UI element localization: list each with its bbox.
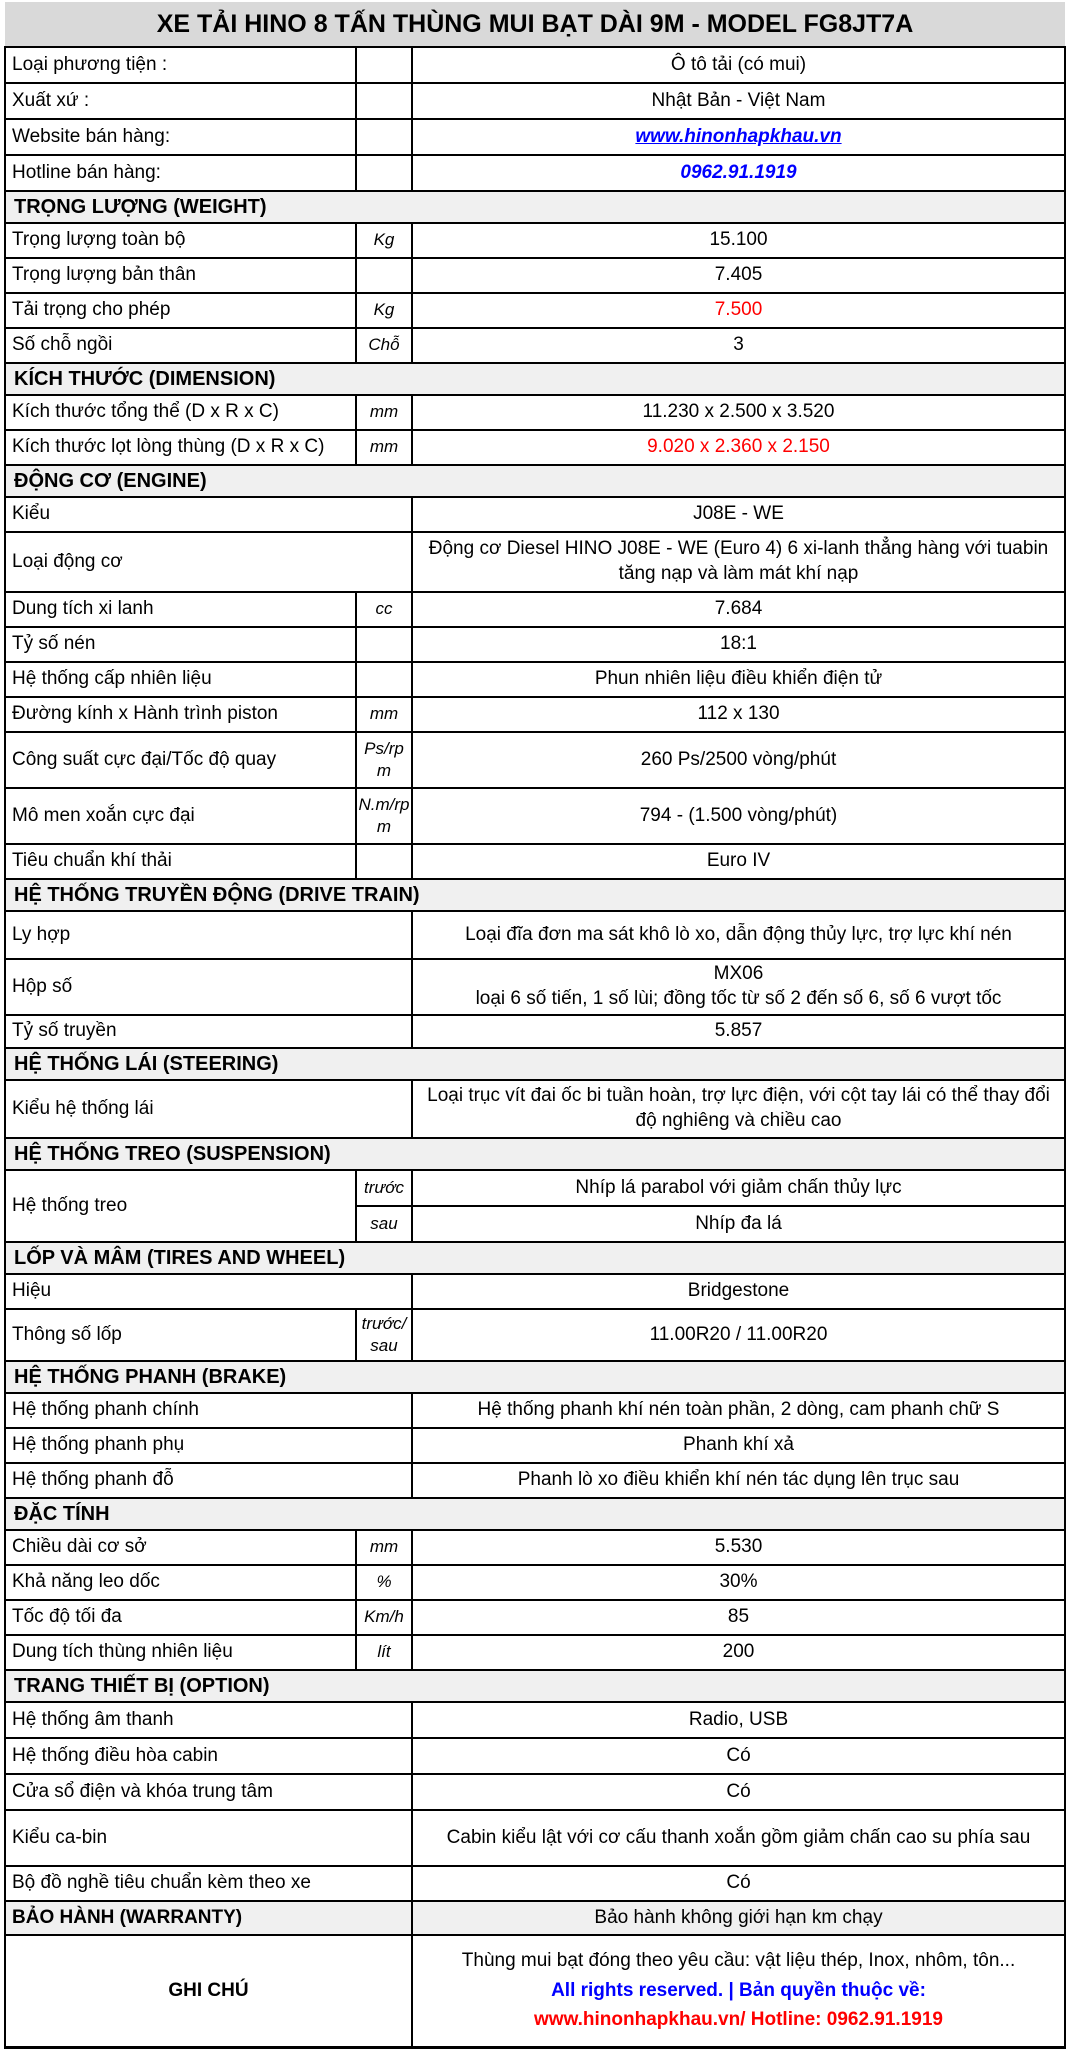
spec-row — [5, 959, 1065, 1015]
row-label: Số chỗ ngồi — [5, 328, 356, 363]
value-cell: 5.530 — [412, 1530, 1065, 1565]
spec-row — [5, 328, 1065, 363]
section-header-row — [5, 465, 1065, 497]
value-cell: 260 Ps/2500 vòng/phút — [412, 732, 1065, 788]
section-header-row — [5, 1048, 1065, 1080]
section-header-row — [5, 1670, 1065, 1702]
spec-row — [5, 1170, 1065, 1206]
section-header-row — [5, 1242, 1065, 1274]
spec-row — [5, 1309, 1065, 1361]
section-header-row — [5, 363, 1065, 395]
spec-row — [5, 662, 1065, 697]
section-header-row — [5, 1498, 1065, 1530]
value-cell: 7.684 — [412, 592, 1065, 627]
value-cell: Nhật Bản - Việt Nam — [412, 83, 1065, 119]
section-header-row — [5, 1138, 1065, 1170]
row-label: Dung tích xi lanh — [5, 592, 356, 627]
spec-row — [5, 1530, 1065, 1565]
spec-row — [5, 1774, 1065, 1810]
row-label: Tỷ số truyền — [5, 1015, 412, 1048]
spec-row — [5, 1866, 1065, 1901]
row-label: Hiệu — [5, 1274, 412, 1309]
row-label: Dung tích thùng nhiên liệu — [5, 1635, 356, 1670]
row-label: Trọng lượng bản thân — [5, 258, 356, 293]
value-cell: Cabin kiểu lật với cơ cấu thanh xoắn gồm giảm chấn cao su phía sau — [412, 1810, 1065, 1866]
row-label: Đường kính x Hành trình piston — [5, 697, 356, 732]
row-label: Hệ thống âm thanh — [5, 1702, 412, 1738]
spec-row — [5, 293, 1065, 328]
row-label: Tốc độ tối đa — [5, 1600, 356, 1635]
section-header-row — [5, 879, 1065, 911]
value-cell: J08E - WE — [412, 497, 1065, 532]
row-label: Website bán hàng: — [5, 119, 356, 155]
value-line: loại 6 số tiến, 1 số lùi; đồng tốc từ số 2 đến số 6, số 6 vượt tốc — [475, 988, 1002, 1009]
spec-row — [5, 697, 1065, 732]
row-label: Tải trọng cho phép — [5, 293, 356, 328]
row-label: Hệ thống cấp nhiên liệu — [5, 662, 356, 697]
section-title: HỆ THỐNG TREO (SUSPENSION) — [5, 1138, 1065, 1170]
value-cell: 11.230 x 2.500 x 3.520 — [412, 395, 1065, 430]
spec-row — [5, 1901, 1065, 1935]
value-line: MX06 — [713, 963, 764, 985]
section-title: TRANG THIẾT BỊ (OPTION) — [5, 1670, 1065, 1702]
unit-cell: Ps/rpm — [356, 732, 412, 788]
row-label: Hệ thống phanh đỗ — [5, 1463, 412, 1498]
row-label: Mô men xoắn cực đại — [5, 788, 356, 844]
value-line: Thùng mui bạt đóng theo yêu cầu: vật liệu thép, Inox, nhôm, tôn... — [461, 1950, 1016, 1971]
row-label: Cửa sổ điện và khóa trung tâm — [5, 1774, 412, 1810]
unit-cell — [356, 627, 412, 662]
page-title: XE TẢI HINO 8 TẤN THÙNG MUI BẠT DÀI 9M - MODEL FG8JT7A — [5, 2, 1065, 47]
section-title: HỆ THỐNG PHANH (BRAKE) — [5, 1361, 1065, 1393]
value-cell — [412, 1935, 1065, 2048]
section-header-row — [5, 191, 1065, 223]
unit-cell — [356, 258, 412, 293]
section-title: ĐỘNG CƠ (ENGINE) — [5, 465, 1065, 497]
row-label: Loại động cơ — [5, 532, 412, 592]
spec-row — [5, 1565, 1065, 1600]
unit-cell: mm — [356, 430, 412, 465]
unit-cell: mm — [356, 697, 412, 732]
spec-row — [5, 1738, 1065, 1774]
value-cell: Bridgestone — [412, 1274, 1065, 1309]
unit-cell — [356, 119, 412, 155]
row-label: Hệ thống phanh phụ — [5, 1428, 412, 1463]
unit-cell: Kg — [356, 293, 412, 328]
row-label: Tiêu chuẩn khí thải — [5, 844, 356, 879]
value-cell: 15.100 — [412, 223, 1065, 258]
website-link[interactable]: www.hinonhapkhau.vn — [412, 119, 1065, 155]
value-cell: 7.500 — [412, 293, 1065, 328]
spec-row — [5, 911, 1065, 959]
spec-row — [5, 732, 1065, 788]
unit-cell: trước/sau — [356, 1309, 412, 1361]
row-label: BẢO HÀNH (WARRANTY) — [5, 1901, 412, 1935]
unit-cell: Kg — [356, 223, 412, 258]
unit-cell — [356, 47, 412, 83]
row-label: GHI CHÚ — [5, 1935, 412, 2048]
spec-row — [5, 1080, 1065, 1138]
spec-row — [5, 430, 1065, 465]
unit-cell: mm — [356, 1530, 412, 1565]
value-cell: 112 x 130 — [412, 697, 1065, 732]
spec-row — [5, 1463, 1065, 1498]
spec-row — [5, 1600, 1065, 1635]
row-label: Chiều dài cơ sở — [5, 1530, 356, 1565]
spec-row — [5, 532, 1065, 592]
value-cell: Hệ thống phanh khí nén toàn phần, 2 dòng, cam phanh chữ S — [412, 1393, 1065, 1428]
value-cell: Nhíp lá parabol với giảm chấn thủy lực — [412, 1170, 1065, 1206]
value-cell: Phun nhiên liệu điều khiển điện tử — [412, 662, 1065, 697]
spec-row — [5, 497, 1065, 532]
row-label: Công suất cực đại/Tốc độ quay — [5, 732, 356, 788]
unit-cell: cc — [356, 592, 412, 627]
value-cell: 30% — [412, 1565, 1065, 1600]
spec-row — [5, 83, 1065, 119]
value-cell: 200 — [412, 1635, 1065, 1670]
value-cell: Ô tô tải (có mui) — [412, 47, 1065, 83]
row-label: Kích thước lọt lòng thùng (D x R x C) — [5, 430, 356, 465]
unit-cell: sau — [356, 1206, 412, 1242]
spec-row — [5, 1428, 1065, 1463]
spec-row — [5, 155, 1065, 191]
unit-cell: Chỗ — [356, 328, 412, 363]
value-cell: Động cơ Diesel HINO J08E - WE (Euro 4) 6 xi-lanh thẳng hàng với tuabin tăng nạp và làm mát khí nạp — [412, 532, 1065, 592]
row-label: Ly hợp — [5, 911, 412, 959]
value-cell: Phanh khí xả — [412, 1428, 1065, 1463]
spec-sheet — [4, 2, 1066, 2049]
spec-row — [5, 1810, 1065, 1866]
row-label: Bộ đồ nghề tiêu chuẩn kèm theo xe — [5, 1866, 412, 1901]
value-cell: 7.405 — [412, 258, 1065, 293]
section-header-row — [5, 1361, 1065, 1393]
unit-cell — [356, 662, 412, 697]
spec-row — [5, 395, 1065, 430]
section-title: HỆ THỐNG TRUYỀN ĐỘNG (DRIVE TRAIN) — [5, 879, 1065, 911]
value-cell: 11.00R20 / 11.00R20 — [412, 1309, 1065, 1361]
row-label: Tỷ số nén — [5, 627, 356, 662]
value-cell: Phanh lò xo điều khiển khí nén tác dụng lên trục sau — [412, 1463, 1065, 1498]
unit-cell — [356, 155, 412, 191]
row-label: Thông số lốp — [5, 1309, 356, 1361]
spec-row — [5, 1015, 1065, 1048]
value-cell: Loại trục vít đai ốc bi tuần hoàn, trợ lực điện, với cột tay lái có thể thay đổi độ nghiêng và chiều cao — [412, 1080, 1065, 1138]
value-cell: 18:1 — [412, 627, 1065, 662]
value-line: All rights reserved. | Bản quyền thuộc về: — [551, 1979, 926, 2001]
row-label: Kiểu ca-bin — [5, 1810, 412, 1866]
spec-row — [5, 47, 1065, 83]
spec-row — [5, 1935, 1065, 2048]
row-label: Hộp số — [5, 959, 412, 1015]
row-label: Kích thước tổng thể (D x R x C) — [5, 395, 356, 430]
value-cell: Loại đĩa đơn ma sát khô lò xo, dẫn động thủy lực, trợ lực khí nén — [412, 911, 1065, 959]
value-cell: 3 — [412, 328, 1065, 363]
value-cell: Có — [412, 1774, 1065, 1810]
row-label: Hotline bán hàng: — [5, 155, 356, 191]
value-cell: 9.020 x 2.360 x 2.150 — [412, 430, 1065, 465]
value-cell: 5.857 — [412, 1015, 1065, 1048]
unit-cell — [356, 83, 412, 119]
spec-row — [5, 1635, 1065, 1670]
unit-cell: N.m/rpm — [356, 788, 412, 844]
spec-row — [5, 223, 1065, 258]
row-label: Kiểu hệ thống lái — [5, 1080, 412, 1138]
row-label: Khả năng leo dốc — [5, 1565, 356, 1600]
row-label: Hệ thống treo — [5, 1170, 356, 1242]
section-title: TRỌNG LƯỢNG (WEIGHT) — [5, 191, 1065, 223]
value-cell: Nhíp đa lá — [412, 1206, 1065, 1242]
value-cell — [412, 959, 1065, 1015]
spec-row — [5, 627, 1065, 662]
spec-row — [5, 119, 1065, 155]
value-cell: Có — [412, 1866, 1065, 1901]
hotline-value: 0962.91.1919 — [412, 155, 1065, 191]
spec-row — [5, 1393, 1065, 1428]
value-cell: Euro IV — [412, 844, 1065, 879]
title-row — [5, 2, 1065, 47]
value-line: www.hinonhapkhau.vn/ Hotline: 0962.91.1919 — [534, 2009, 943, 2031]
row-label: Kiểu — [5, 497, 412, 532]
value-cell: Có — [412, 1738, 1065, 1774]
spec-row — [5, 1702, 1065, 1738]
row-label: Xuất xứ : — [5, 83, 356, 119]
spec-row — [5, 1274, 1065, 1309]
unit-cell — [356, 844, 412, 879]
unit-cell: Km/h — [356, 1600, 412, 1635]
section-title: KÍCH THƯỚC (DIMENSION) — [5, 363, 1065, 395]
unit-cell: % — [356, 1565, 412, 1600]
value-cell: 794 - (1.500 vòng/phút) — [412, 788, 1065, 844]
unit-cell: lít — [356, 1635, 412, 1670]
spec-row — [5, 258, 1065, 293]
section-title: HỆ THỐNG LÁI (STEERING) — [5, 1048, 1065, 1080]
row-label: Hệ thống điều hòa cabin — [5, 1738, 412, 1774]
value-cell: Bảo hành không giới hạn km chạy — [412, 1901, 1065, 1935]
spec-row — [5, 788, 1065, 844]
section-title: ĐẶC TÍNH — [5, 1498, 1065, 1530]
row-label: Trọng lượng toàn bộ — [5, 223, 356, 258]
row-label: Loại phương tiện : — [5, 47, 356, 83]
section-title: LỐP VÀ MÂM (TIRES AND WHEEL) — [5, 1242, 1065, 1274]
unit-cell: trước — [356, 1170, 412, 1206]
spec-row — [5, 592, 1065, 627]
spec-table — [4, 2, 1066, 2049]
value-cell: Radio, USB — [412, 1702, 1065, 1738]
spec-row — [5, 844, 1065, 879]
row-label: Hệ thống phanh chính — [5, 1393, 412, 1428]
value-cell: 85 — [412, 1600, 1065, 1635]
unit-cell: mm — [356, 395, 412, 430]
